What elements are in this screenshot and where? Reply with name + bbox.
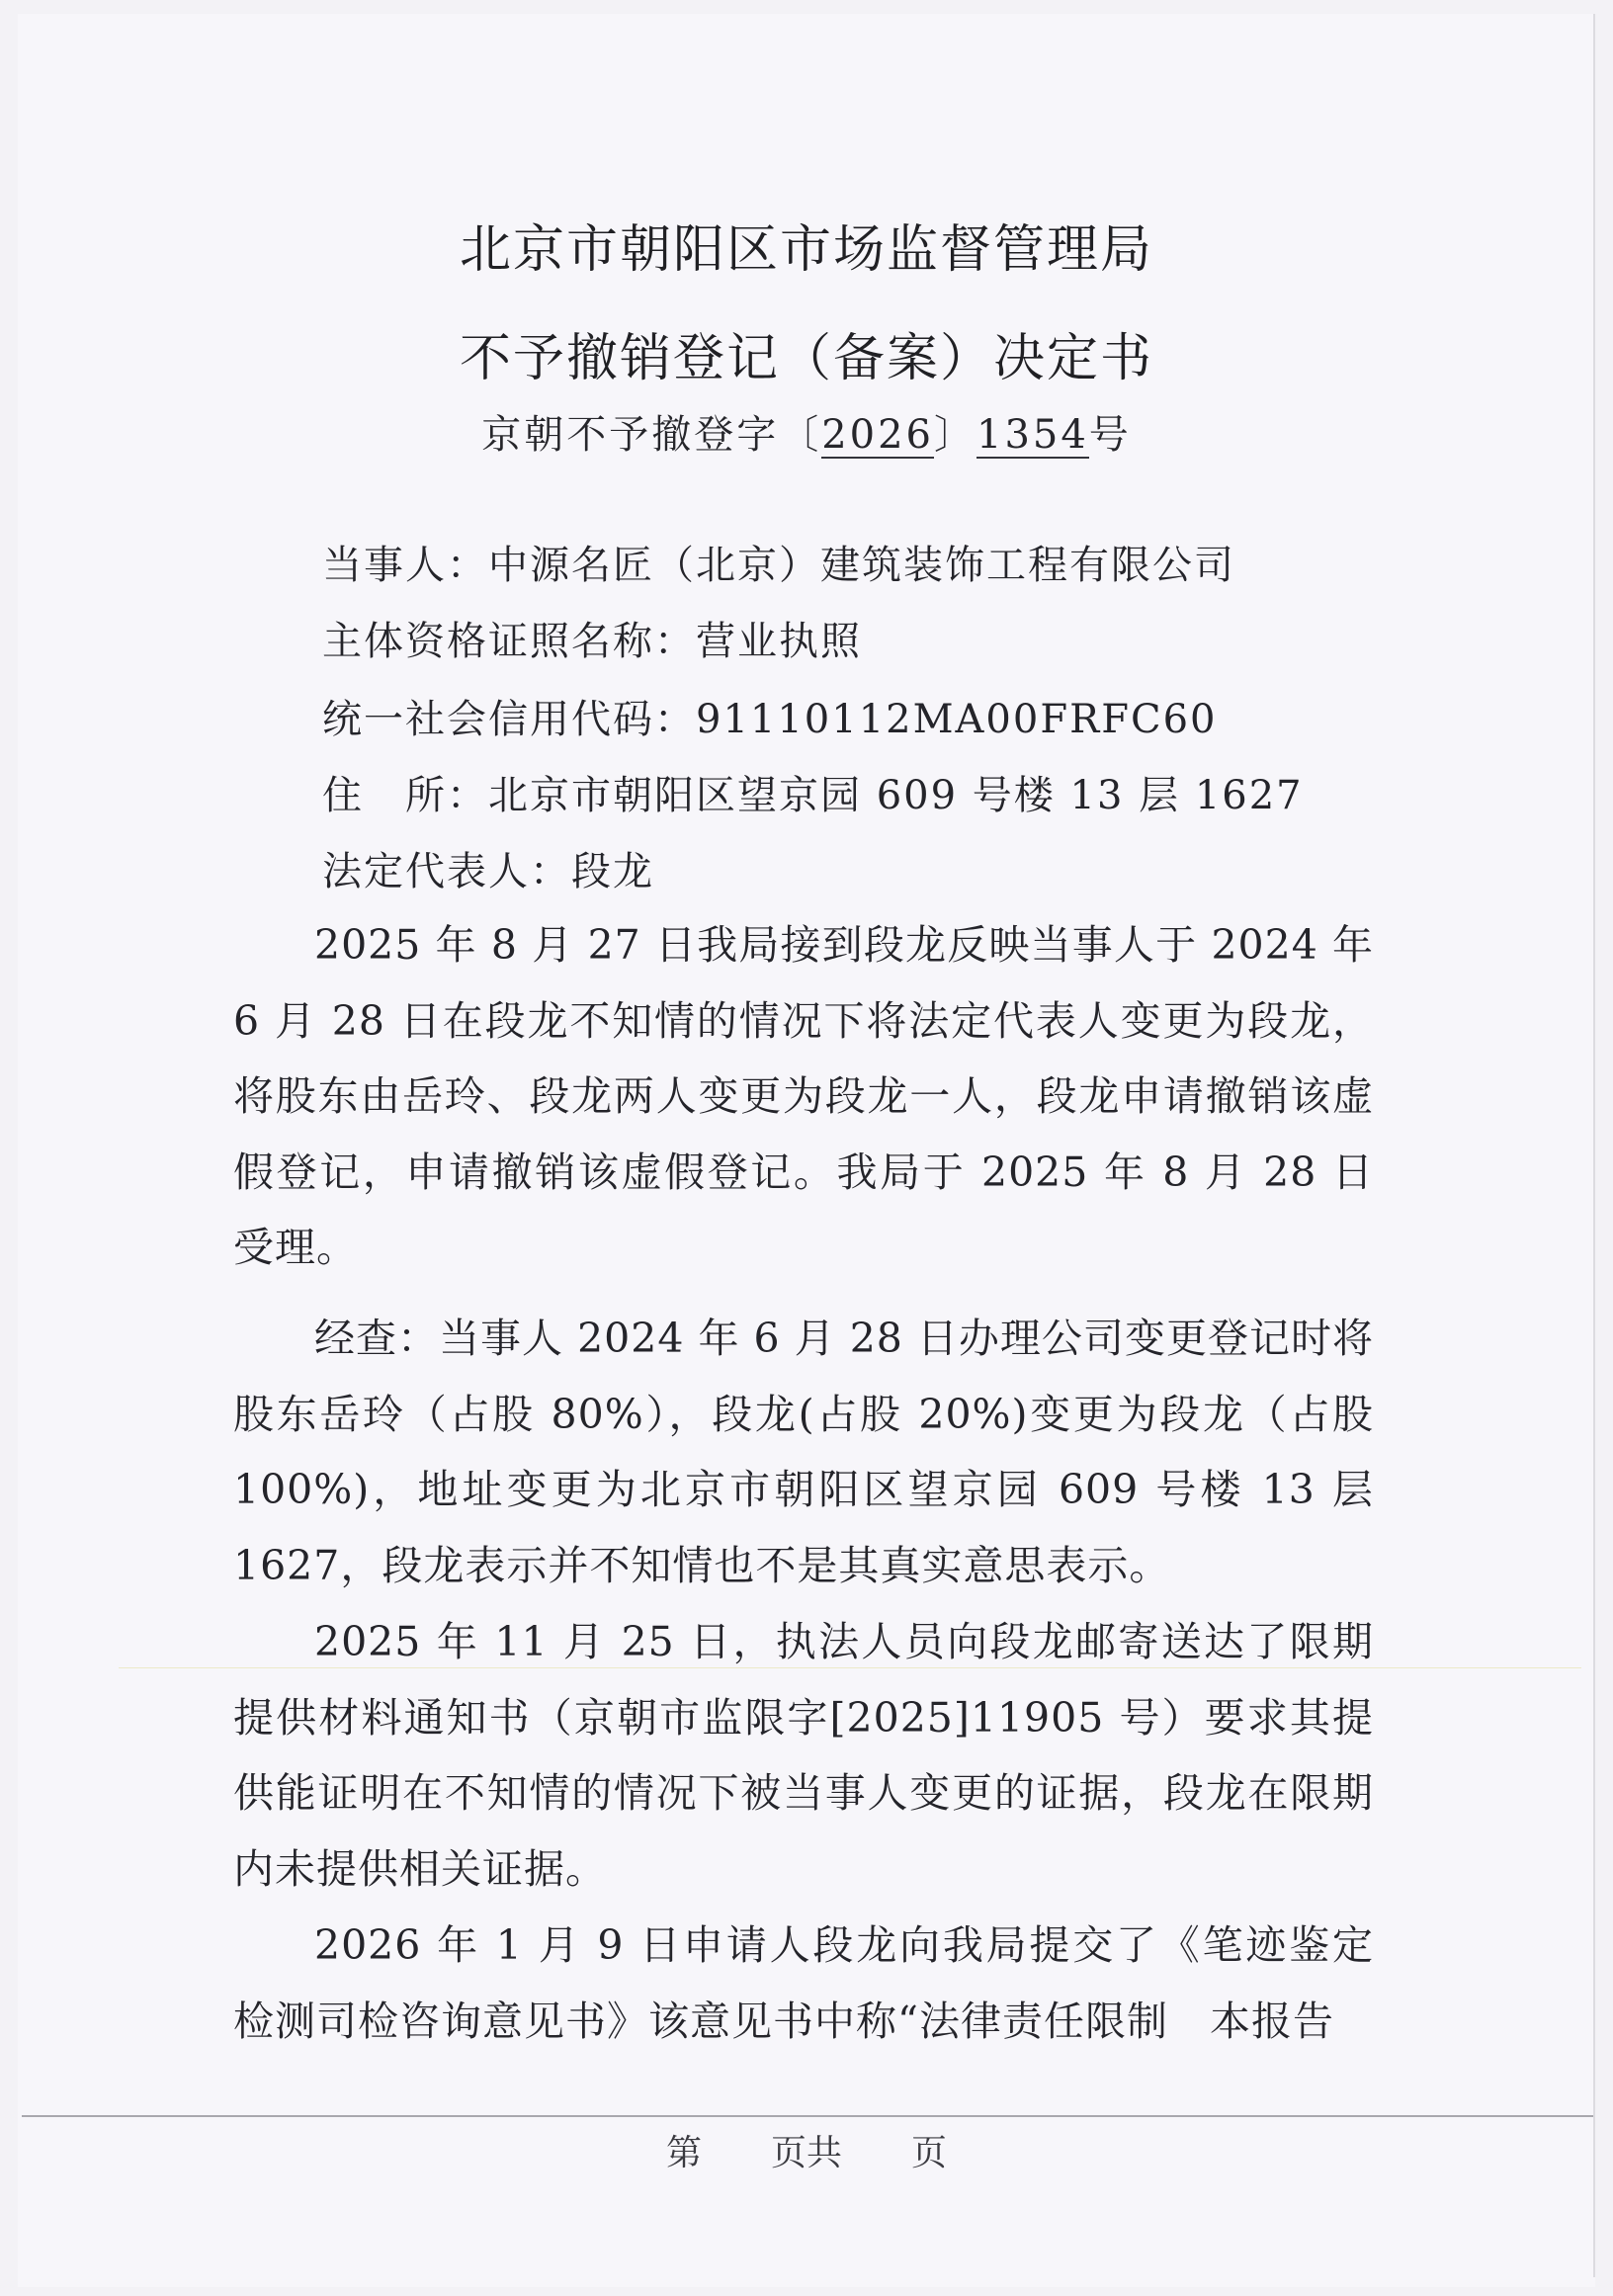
footer-total-label: 页共 [770, 2133, 842, 2173]
document-number [0, 403, 1613, 460]
document-number-suffix: 号 [1088, 412, 1132, 458]
document-number-serial: 1354 [976, 412, 1089, 458]
footer-divider [22, 2115, 1593, 2117]
legal-representative: 法定代表人：段龙 [322, 849, 654, 894]
footer-page-suffix: 页 [911, 2133, 948, 2173]
paragraph-complaint: 2025 年 8 月 27 日我局接到段龙反映当事人于 2024 年 6 月 28 日在段龙不知情的情况下将法定代表人变更为段龙，将股东由岳玲、段龙两人变更为段龙一人，段龙申请撤销该虚假登记，申请撤销该虚假登记。我局于 2025 年 8 月 28 日受理。 [233, 921, 1374, 1271]
party-name: 当事人：中源名匠（北京）建筑装饰工程有限公司 [322, 543, 1235, 588]
document-number-bracket: 〕 [934, 412, 976, 458]
credit-code: 统一社会信用代码：91110112MA00FRFC60 [322, 697, 1218, 742]
document-title-decision: 不予撤销登记（备案）决定书 [459, 329, 1153, 388]
document-title-authority: 北京市朝阳区市场监督管理局 [459, 220, 1153, 280]
license-type: 主体资格证照名称：营业执照 [322, 619, 862, 664]
paragraph-appraisal: 2026 年 1 月 9 日申请人段龙向我局提交了《笔迹鉴定检测司检咨询意见书》该意见书中称“法律责任限制 本报告 [233, 1921, 1374, 2045]
paragraph-notice: 2025 年 11 月 25 日，执法人员向段龙邮寄送达了限期提供材料通知书（京朝市监限字[2025]11905 号）要求其提供能证明在不知情的情况下被当事人变更的证据，段龙在限期内未提供相关证据。 [233, 1618, 1374, 1893]
paragraph-investigation: 经查：当事人 2024 年 6 月 28 日办理公司变更登记时将股东岳玲（占股 80%），段龙(占股 20%)变更为段龙（占股 100%)，地址变更为北京市朝阳区望京园 609 号楼 13 层 1627，段龙表示并不知情也不是其真实意思表示。 [233, 1315, 1374, 1589]
document-number-prefix: 京朝不予撤登字〔 [481, 412, 822, 458]
footer-page-label: 第 [665, 2133, 702, 2173]
party-address: 住 所：北京市朝阳区望京园 609 号楼 13 层 1627 [322, 773, 1304, 818]
page-footer [0, 2125, 1613, 2175]
document-number-year: 2026 [821, 412, 934, 458]
